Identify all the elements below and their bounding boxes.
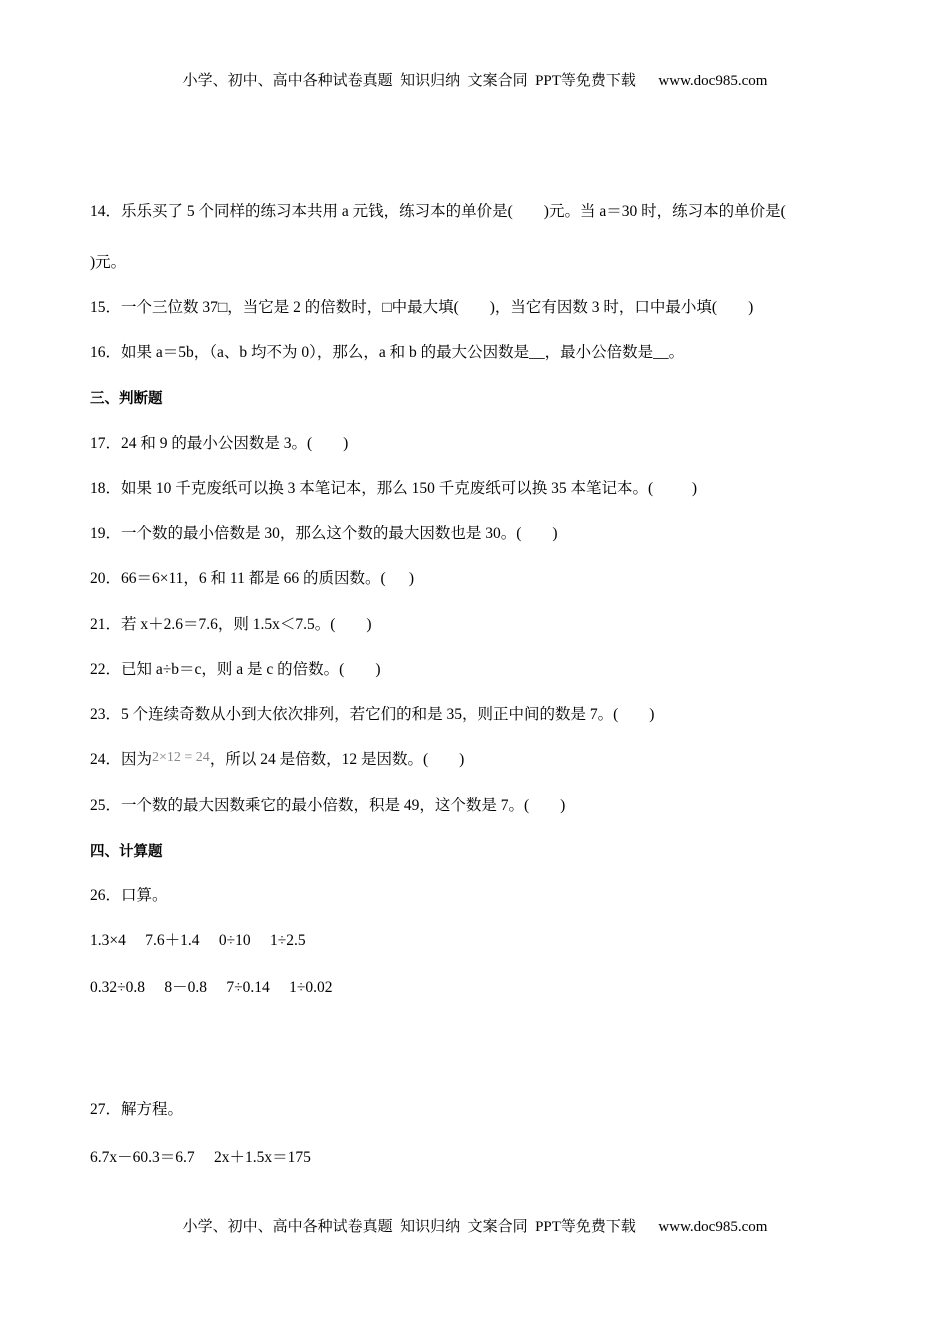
question-18: 18．如果 10 千克废纸可以换 3 本笔记本，那么 150 千克废纸可以换 35 本笔记本。( )	[90, 480, 698, 497]
question-20: 20．66＝6×11，6 和 11 都是 66 的质因数。( )	[90, 570, 415, 587]
question-26: 26．口算。	[90, 887, 168, 904]
question-26-row-1: 1.3×4 7.6＋1.4 0÷10 1÷2.5	[90, 932, 306, 949]
question-24	[90, 750, 464, 771]
question-21: 21．若 x＋2.6＝7.6，则 1.5x＜7.5。( )	[90, 616, 372, 633]
question-15: 15．一个三位数 37□，当它是 2 的倍数时，□中最大填( )，当它有因数 3 时，口中最小填( )	[90, 299, 754, 316]
question-25: 25．一个数的最大因数乘它的最小倍数，积是 49，这个数是 7。( )	[90, 797, 566, 814]
question-26-row-2: 0.32÷0.8 8－0.8 7÷0.14 1÷0.02	[90, 979, 333, 996]
question-27-row-1: 6.7x－60.3＝6.7 2x＋1.5x＝175	[90, 1149, 311, 1166]
section-heading-judgement: 三、判断题	[90, 391, 163, 407]
question-24-suffix: ，所以 24 是倍数，12 是因数。( )	[209, 751, 465, 768]
question-14: 14．乐乐买了 5 个同样的练习本共用 a 元钱，练习本的单价是( )元。当 a＝30 时，练习本的单价是(	[90, 203, 786, 220]
question-22: 22．已知 a÷b＝c，则 a 是 c 的倍数。( )	[90, 661, 381, 678]
question-23: 23．5 个连续奇数从小到大依次排列，若它们的和是 35，则正中间的数是 7。( )	[90, 706, 655, 723]
section-heading-calculation: 四、计算题	[90, 844, 163, 860]
question-24-prefix: 24．因为	[90, 751, 153, 768]
question-19: 19．一个数的最小倍数是 30，那么这个数的最大因数也是 30。( )	[90, 525, 558, 542]
question-27: 27．解方程。	[90, 1101, 184, 1118]
question-16: 16．如果 a＝5b，（a、b 均不为 0），那么，a 和 b 的最大公因数是__，最小公倍数是__。	[90, 344, 685, 361]
page-footer: 小学、初中、高中各种试卷真题 知识归纳 文案合同 PPT等免费下载 www.doc985.com	[182, 1219, 768, 1235]
question-24-formula: 2×12 = 24	[152, 750, 210, 765]
question-17: 17．24 和 9 的最小公因数是 3。( )	[90, 435, 349, 452]
page-header: 小学、初中、高中各种试卷真题 知识归纳 文案合同 PPT等免费下载 www.doc985.com	[182, 73, 768, 89]
question-14-continued: )元。	[90, 254, 127, 271]
